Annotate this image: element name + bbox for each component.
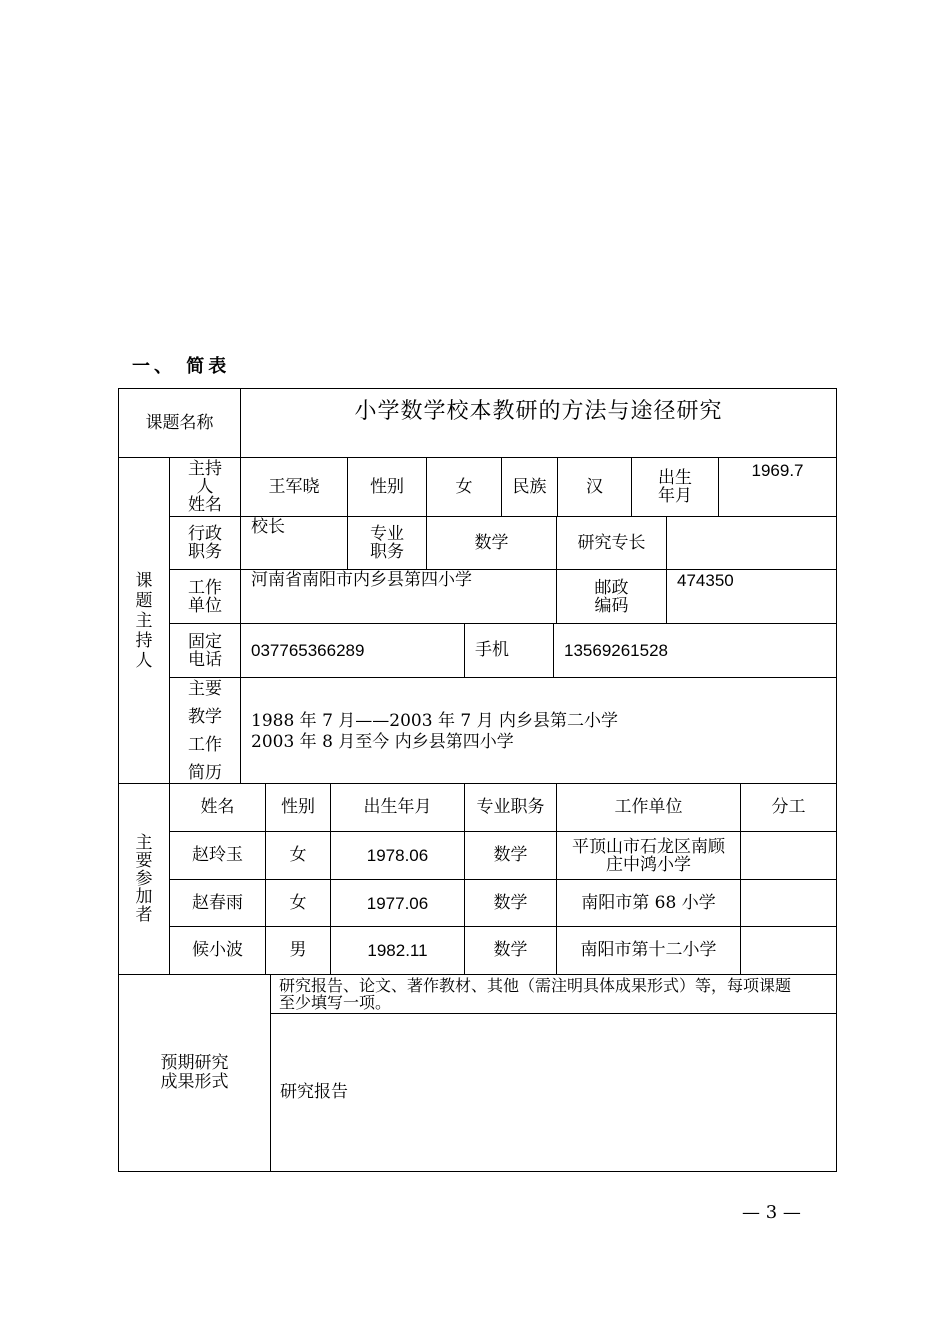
history-line: 1988 年 7 月——2003 年 7 月 内乡县第二小学 xyxy=(251,710,618,731)
host-unit-label: 工作 单位 xyxy=(188,577,222,616)
participant-unit: 南阳市第 68 小学 xyxy=(581,892,716,913)
host-postal-label: 邮政 编码 xyxy=(594,577,629,616)
host-specialty-label: 研究专长 xyxy=(577,532,646,553)
host-mobile-label: 手机 xyxy=(475,640,509,660)
participant-title: 数学 xyxy=(493,940,528,960)
participant-gender: 女 xyxy=(289,892,307,913)
host-phone: 037765366289 xyxy=(251,641,365,660)
participant-birth: 1982.11 xyxy=(367,941,428,960)
outcome-note: 研究报告、论文、著作教材、其他（需注明具体成果形式）等，每项课题 至少填写一项。 xyxy=(279,976,792,1012)
host-gender-label: 性别 xyxy=(370,476,404,497)
outcome-value: 研究报告 xyxy=(280,1082,348,1102)
participant-title: 数学 xyxy=(493,845,528,865)
participant-unit: 平顶山市石龙区南顾 庄中鸿小学 xyxy=(572,836,725,875)
host-admin-label: 行政 职务 xyxy=(188,524,222,562)
host-gender: 女 xyxy=(455,476,473,497)
host-group-label: 课 题 主 持 人 xyxy=(135,570,153,671)
participant-role xyxy=(741,832,836,879)
participant-name: 候小波 xyxy=(192,940,243,960)
participant-name: 赵春雨 xyxy=(192,892,243,913)
host-mobile: 13569261528 xyxy=(564,641,669,660)
participant-birth: 1977.06 xyxy=(366,893,429,913)
participant-unit: 南阳市第十二小学 xyxy=(580,940,717,960)
project-title: 小学数学校本教研的方法与途径研究 xyxy=(354,399,723,424)
history-line: 2003 年 8 月至今 内乡县第四小学 xyxy=(251,731,514,752)
participant-role xyxy=(741,880,836,926)
host-history-label: 主要 教学 工作 简历 xyxy=(188,678,222,783)
participant-gender: 女 xyxy=(289,845,307,865)
host-ethnicity-label: 民族 xyxy=(512,476,547,497)
header-unit: 工作单位 xyxy=(614,797,683,817)
participant-gender: 男 xyxy=(289,940,307,960)
section-title: 一、 简表 xyxy=(132,356,231,377)
header-birth: 出生年月 xyxy=(363,797,432,817)
participant-role xyxy=(741,927,836,974)
participant-name: 赵玲玉 xyxy=(192,845,243,865)
host-history xyxy=(241,678,836,783)
participants-group-label: 主 要 参 加 者 xyxy=(135,833,153,925)
participant-birth: 1978.06 xyxy=(366,846,429,865)
host-admin: 校长 xyxy=(251,517,285,537)
header-title: 专业职务 xyxy=(476,797,545,817)
host-unit: 河南省南阳市内乡县第四小学 xyxy=(251,570,472,590)
outcome-label: 预期研究 成果形式 xyxy=(160,1053,229,1092)
host-postal: 474350 xyxy=(677,571,734,590)
header-name: 姓名 xyxy=(200,797,235,817)
host-ethnicity: 汉 xyxy=(586,476,603,497)
page-number: — 3 — xyxy=(742,1202,801,1223)
host-phone-label: 固定 电话 xyxy=(188,631,222,670)
host-birth-label: 出生 年月 xyxy=(658,468,692,506)
project-name-label: 课题名称 xyxy=(145,412,214,433)
host-name: 王军晓 xyxy=(268,476,320,497)
host-name-label: 主持 人 姓名 xyxy=(188,459,222,515)
host-title-label: 专业 职务 xyxy=(370,524,404,562)
participant-title: 数学 xyxy=(493,892,528,913)
host-birth: 1969.7 xyxy=(751,461,804,480)
host-title: 数学 xyxy=(474,532,509,553)
header-gender: 性别 xyxy=(281,797,315,817)
header-role: 分工 xyxy=(771,797,806,817)
host-specialty xyxy=(667,517,836,569)
